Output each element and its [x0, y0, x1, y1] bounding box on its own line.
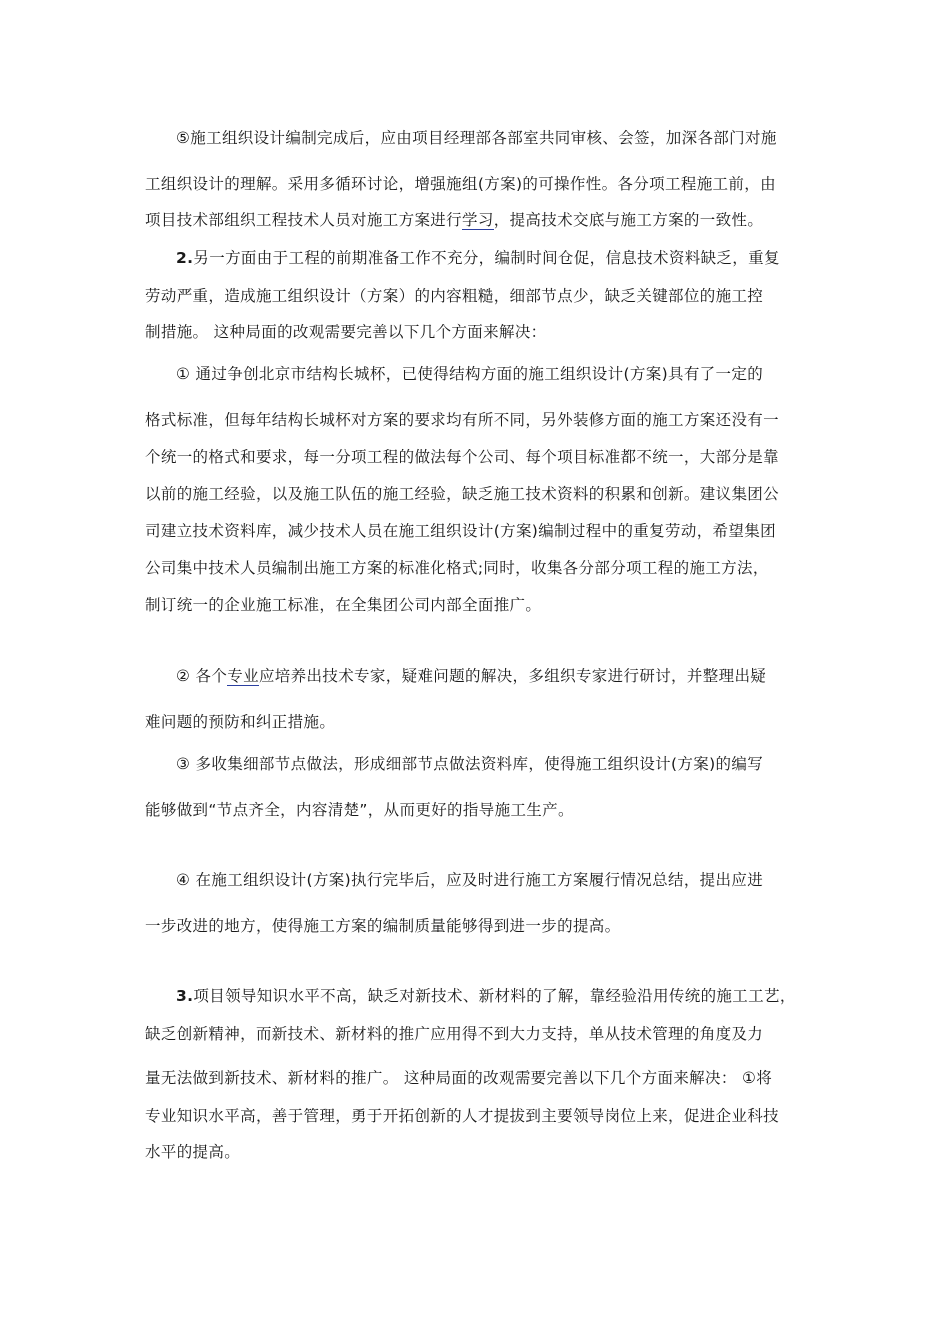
- text-span: 项目技术部组织工程技术人员对施工方案进行: [145, 211, 463, 229]
- paragraph-line: 难问题的预防和纠正措施。: [145, 713, 336, 731]
- paragraph-line: 制措施。 这种局面的改观需要完善以下几个方面来解决：: [145, 323, 547, 341]
- paragraph-line: ① 通过争创北京市结构长城杯，已使得结构方面的施工组织设计(方案)具有了一定的: [176, 365, 764, 383]
- paragraph-line: [176, 665, 816, 687]
- paragraph-line: 一步改进的地方，使得施工方案的编制质量能够得到进一步的提高。: [145, 917, 621, 935]
- paragraph-line: [176, 985, 816, 1007]
- section-number: 2.: [176, 249, 194, 267]
- paragraph-line: 专业知识水平高，善于管理，勇于开拓创新的人才提拔到主要领导岗位上来，促进企业科技: [145, 1107, 780, 1125]
- paragraph-line: 劳动严重，造成施工组织设计（方案）的内容粗糙，细部节点少，缺乏关键部位的施工控: [145, 287, 764, 305]
- paragraph-line: 制订统一的企业施工标准，在全集团公司内部全面推广。: [145, 596, 542, 614]
- paragraph-line: 工组织设计的理解。采用多循环讨论，增强施组(方案)的可操作性。各分项工程施工前，由: [145, 175, 776, 193]
- study-link[interactable]: 学习: [462, 211, 494, 229]
- paragraph-line: 量无法做到新技术、新材料的推广。 这种局面的改观需要完善以下几个方面来解决： ①将: [145, 1069, 773, 1087]
- text-span: ② 各个: [176, 667, 228, 685]
- paragraph-line: 水平的提高。: [145, 1143, 241, 1161]
- paragraph-line: ④ 在施工组织设计(方案)执行完毕后，应及时进行施工方案履行情况总结，提出应进: [176, 871, 764, 889]
- paragraph-line: 缺乏创新精神，而新技术、新材料的推广应用得不到大力支持，单从技术管理的角度及力: [145, 1025, 764, 1043]
- text-span: ，提高技术交底与施工方案的一致性。: [493, 211, 764, 229]
- specialty-link[interactable]: 专业: [227, 667, 259, 685]
- paragraph-line: 能够做到“节点齐全，内容清楚”，从而更好的指导施工生产。: [145, 801, 574, 819]
- text-span: 项目领导知识水平不高，缺乏对新技术、新材料的了解，靠经验沿用传统的施工工艺，: [193, 987, 796, 1005]
- text-span: 应培养出技术专家，疑难问题的解决，多组织专家进行研讨，并整理出疑: [258, 667, 767, 685]
- paragraph-line: 司建立技术资料库，减少技术人员在施工组织设计(方案)编制过程中的重复劳动，希望集团: [145, 522, 776, 540]
- paragraph-line: 以前的施工经验，以及施工队伍的施工经验，缺乏施工技术资料的积累和创新。建议集团公: [145, 485, 780, 503]
- section-number: 3.: [176, 987, 194, 1005]
- paragraph-line: 个统一的格式和要求，每一分项工程的做法每个公司、每个项目标准都不统一，大部分是靠: [145, 448, 780, 466]
- paragraph-line: ⑤施工组织设计编制完成后，应由项目经理部各部室共同审核、会签，加深各部门对施: [176, 129, 777, 147]
- text-span: 另一方面由于工程的前期准备工作不充分，编制时间仓促，信息技术资料缺乏，重复: [193, 249, 780, 267]
- paragraph-line: [176, 247, 816, 269]
- paragraph-line: 格式标准，但每年结构长城杯对方案的要求均有所不同，另外装修方面的施工方案还没有一: [145, 411, 780, 429]
- paragraph-line: [145, 209, 815, 231]
- paragraph-line: ③ 多收集细部节点做法，形成细部节点做法资料库，使得施工组织设计(方案)的编写: [176, 755, 764, 773]
- paragraph-line: 公司集中技术人员编制出施工方案的标准化格式;同时，收集各分部分项工程的施工方法，: [145, 559, 769, 577]
